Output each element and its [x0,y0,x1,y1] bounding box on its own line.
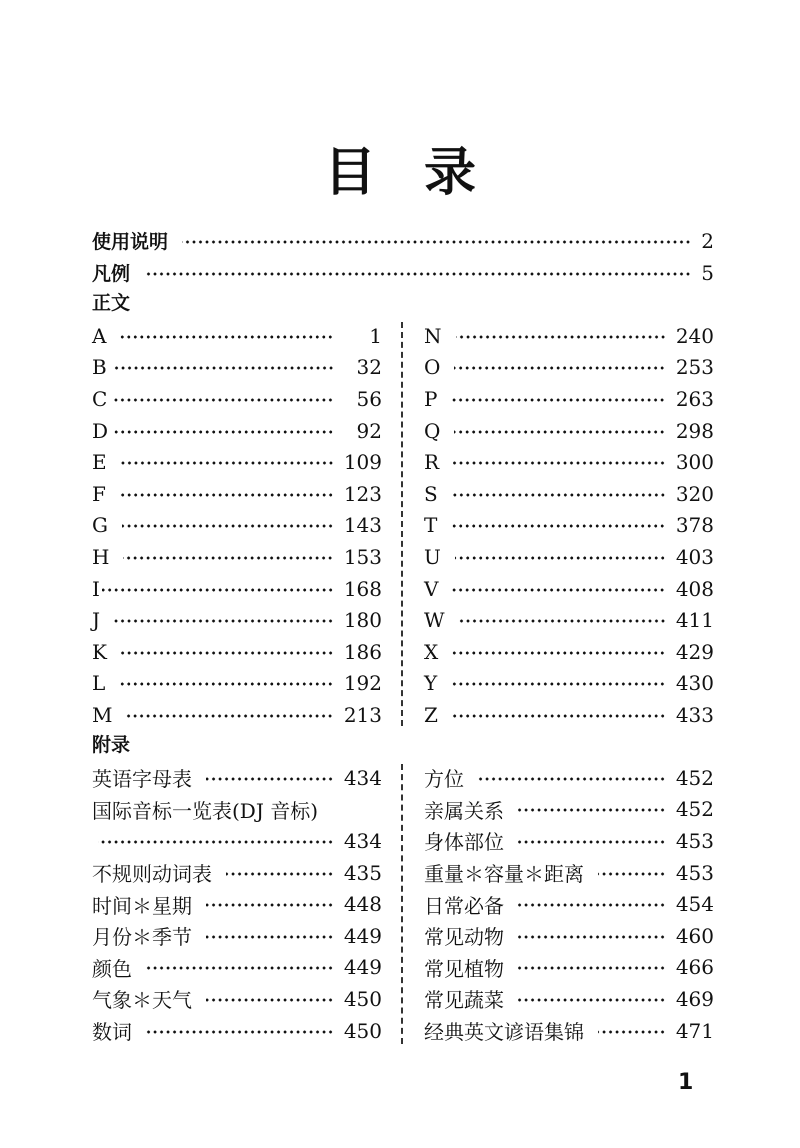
main-text-left-column [92,320,382,731]
toc-entry-label: F [92,481,106,506]
toc-entry-letter-v[interactable] [424,573,714,605]
toc-entry-letter-y[interactable] [424,668,714,700]
dot-leader [113,398,334,402]
toc-entry-page: 56 [356,386,382,411]
main-text-right-column [424,320,714,731]
toc-entry-label: 亲属关系 [424,798,504,823]
toc-entry-letter-q[interactable] [424,415,714,447]
toc-entry-kinship[interactable] [424,794,714,826]
toc-entry-label: M [92,702,113,727]
toc-entry-letter-s[interactable] [424,478,714,510]
toc-entry-label: R [424,450,440,475]
dot-leader [452,651,666,655]
toc-entry-label: C [92,386,108,411]
dot-leader [518,808,666,812]
toc-entry-letter-z[interactable] [424,699,714,731]
toc-entry-label: 方位 [424,767,464,792]
dot-leader [182,240,691,244]
dot-leader [518,966,666,970]
toc-entry-label: X [424,639,439,664]
toc-entry-letter-a[interactable] [92,320,382,352]
toc-entry-label: Y [424,671,438,696]
dot-leader [451,682,666,686]
dot-leader [102,588,334,592]
toc-entry-page: 434 [343,765,382,790]
toc-entry-page: 320 [675,481,714,506]
dot-leader [518,840,666,844]
section-heading-appendix: 附录 [92,734,131,756]
toc-entry-label: Z [424,702,438,727]
toc-entry-page: 454 [675,892,714,917]
toc-entry-label: 常见动物 [424,925,504,950]
toc-entry-label: D [92,418,109,443]
toc-entry-label: J [92,608,101,633]
dot-leader [146,966,334,970]
toc-entry-common-animals[interactable] [424,920,714,952]
toc-entry-label: 不规则动词表 [92,862,212,887]
toc-entry-label: 经典英文谚语集锦 [424,1020,584,1045]
toc-entry-page: 240 [675,323,714,348]
dot-leader [126,714,333,718]
toc-entry-colors[interactable] [92,952,382,984]
toc-entry-letter-t[interactable] [424,510,714,542]
toc-entry-ipa-table[interactable] [92,794,382,826]
dot-leader [598,872,666,876]
toc-entry-label: 气象＊天气 [92,988,192,1013]
dot-leader [121,461,334,465]
dot-leader [478,777,666,781]
dot-leader [206,903,334,907]
toc-entry-page: 2 [701,228,714,253]
toc-entry-label: 国际音标一览表(DJ 音标) [92,798,319,823]
toc-entry-page: 460 [675,923,714,948]
toc-entry-label: 常见植物 [424,956,504,981]
toc-entry-letter-n[interactable] [424,320,714,352]
toc-entry-label: 重量＊容量＊距离 [424,862,584,887]
dot-leader [453,461,666,465]
toc-entry-label: U [424,544,441,569]
toc-entry-letter-f[interactable] [92,478,382,510]
toc-entry-page: 403 [675,544,714,569]
dot-leader [455,556,666,560]
dot-leader [598,1030,666,1034]
dot-leader [146,1030,334,1034]
toc-entry-label: 英语字母表 [92,767,192,792]
toc-entry-label: G [92,513,108,538]
dot-leader [452,588,665,592]
toc-entry-letter-u[interactable] [424,541,714,573]
toc-entry-page: 411 [675,608,714,633]
toc-entry-months-seasons[interactable] [92,920,382,952]
dot-leader [120,335,334,339]
toc-entry-letter-b[interactable] [92,352,382,384]
toc-entry-label: Q [424,418,441,443]
dot-leader [123,556,333,560]
toc-entry-page: 449 [343,923,382,948]
toc-entry-page: 5 [701,260,714,285]
dot-leader [518,935,666,939]
toc-entry-page: 430 [675,671,714,696]
toc-entry-page: 433 [675,702,714,727]
toc-entry-page: 180 [343,608,382,633]
dot-leader [113,366,334,370]
toc-entry-page: 450 [343,1018,382,1043]
toc-entry-page: 471 [675,1018,714,1043]
toc-entry-body-parts[interactable] [424,825,714,857]
toc-entry-letter-e[interactable] [92,446,382,478]
toc-entry-daily-essentials[interactable] [424,888,714,920]
toc-entry-common-plants[interactable] [424,952,714,984]
toc-entry-common-vegetables[interactable] [424,983,714,1015]
toc-entry-page: 466 [675,955,714,980]
toc-entry-proverbs[interactable] [424,1015,714,1047]
toc-entry-label: N [424,323,442,348]
page-number: 1 [678,1070,694,1095]
toc-entry-letter-g[interactable] [92,510,382,542]
toc-entry-page: 469 [675,986,714,1011]
dot-leader [206,777,334,781]
toc-entry-page: 434 [343,828,382,853]
toc-entry-letter-j[interactable] [92,604,382,636]
toc-entry-label: P [424,386,438,411]
toc-entry-label: O [424,355,441,380]
toc-entry-label: B [92,355,107,380]
toc-entry-label: A [92,323,107,348]
toc-entry-label: S [424,481,438,506]
toc-entry-label: 月份＊季节 [92,925,192,950]
toc-entry-numerals[interactable] [92,1015,382,1047]
toc-entry-letter-o[interactable] [424,352,714,384]
dot-leader [121,651,334,655]
toc-entry-page: 435 [343,860,382,885]
toc-entry-page: 448 [343,892,382,917]
dot-leader [114,619,334,623]
toc-entry-label: 时间＊星期 [92,893,192,918]
toc-entry-label: V [424,576,439,601]
toc-entry-label: I [92,576,100,601]
toc-entry-page: 453 [675,828,714,853]
toc-entry-alphabet-table[interactable] [92,762,382,794]
toc-entry-letter-c[interactable] [92,383,382,415]
toc-entry-letter-p[interactable] [424,383,714,415]
toc-entry-page: 408 [675,576,714,601]
toc-entry-weather[interactable] [92,983,382,1015]
column-divider [401,764,403,1044]
dot-leader [206,998,334,1002]
dot-leader [452,714,666,718]
toc-entry-label: 常见蔬菜 [424,988,504,1013]
toc-entry-irregular-verbs[interactable] [92,857,382,889]
toc-entry-letter-r[interactable] [424,446,714,478]
toc-entry-label: 颜色 [92,956,132,981]
toc-entry-label: W [424,608,445,633]
toc-entry-page: 168 [343,576,382,601]
toc-entry-page: 143 [343,513,382,538]
dot-leader [454,366,665,370]
toc-entry-page: 192 [343,671,382,696]
toc-entry-label: K [92,639,107,664]
toc-entry-page: 1 [369,323,382,348]
toc-entry-label: E [92,450,107,475]
toc-entry-page: 453 [675,860,714,885]
toc-entry-letter-m[interactable] [92,699,382,731]
toc-entry-letter-x[interactable] [424,636,714,668]
toc-entry-letter-k[interactable] [92,636,382,668]
toc-entry-letter-d[interactable] [92,415,382,447]
appendix-left-column [92,762,382,1046]
toc-entry-page: 109 [343,450,382,475]
toc-entry-page: 32 [356,355,382,380]
toc-entry-letter-l[interactable] [92,668,382,700]
toc-entry-label: 日常必备 [424,893,504,918]
toc-entry-label: T [424,513,438,538]
dot-leader [451,524,665,528]
toc-entry-page: 298 [675,418,714,443]
dot-leader [518,903,666,907]
toc-entry-label: 身体部位 [424,830,504,855]
toc-entry-conventions[interactable] [92,257,714,288]
toc-entry-page: 263 [675,386,714,411]
appendix-right-column [424,762,714,1046]
toc-entry-page: 253 [675,355,714,380]
toc-entry-ipa-table-page[interactable] [92,825,382,857]
dot-leader [451,398,665,402]
dot-leader [120,493,334,497]
dot-leader [452,493,666,497]
toc-entry-page: 449 [343,955,382,980]
page-title: 目录 [323,143,524,203]
toc-entry-label: 数词 [92,1020,132,1045]
toc-entry-measures[interactable] [424,857,714,889]
toc-entry-label: L [92,671,106,696]
toc-entry-page: 450 [343,986,382,1011]
toc-entry-label: 使用说明 [92,231,169,253]
toc-entry-directions[interactable] [424,762,714,794]
column-divider [401,322,403,726]
toc-entry-time-weekdays[interactable] [92,888,382,920]
toc-entry-page: 123 [343,481,382,506]
toc-entry-label: 凡例 [92,263,131,285]
section-heading-main-text: 正文 [92,292,131,314]
dot-leader [226,872,334,876]
toc-entry-label: H [92,544,110,569]
dot-leader [114,430,334,434]
toc-entry-page: 153 [343,544,382,569]
toc-entry-page: 213 [343,702,382,727]
toc-entry-page: 378 [675,513,714,538]
toc-entry-page: 92 [356,418,382,443]
dot-leader [459,619,666,623]
toc-entry-letter-h[interactable] [92,541,382,573]
dot-leader [98,840,334,844]
dot-leader [456,335,666,339]
toc-entry-letter-w[interactable] [424,604,714,636]
dot-leader [144,272,691,276]
dot-leader [518,998,666,1002]
dot-leader [454,430,665,434]
toc-entry-page: 186 [343,639,382,664]
toc-entry-page: 452 [675,797,714,822]
dot-leader [122,524,334,528]
toc-entry-usage-notes[interactable] [92,225,714,256]
toc-entry-page: 452 [675,765,714,790]
toc-entry-letter-i[interactable] [92,573,382,605]
toc-entry-page: 429 [675,639,714,664]
dot-leader [119,682,334,686]
toc-entry-page: 300 [675,450,714,475]
dot-leader [206,935,334,939]
